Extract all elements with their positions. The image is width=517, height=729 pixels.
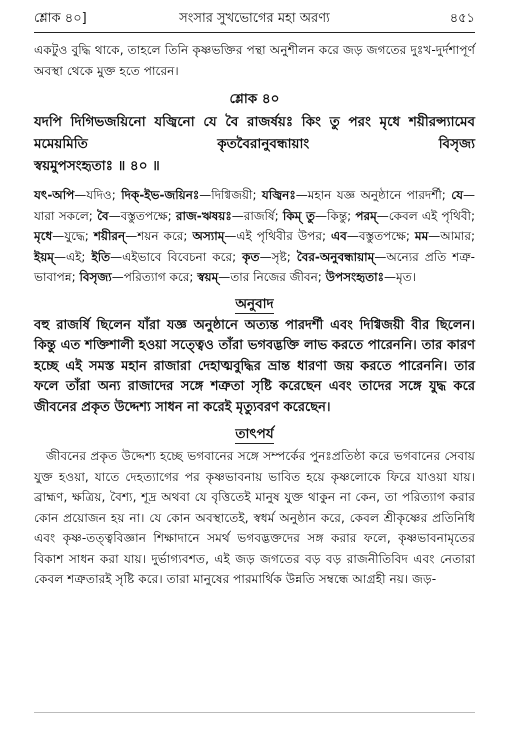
purport-paragraph: জীবনের প্রকৃত উদ্দেশ্য হচ্ছে ভগবানের সঙ্গে সম্পর্কের পুনঃপ্রতিষ্ঠা করে ভগবানের সেবায় যুক্ত হওয়া, যাতে দেহত্যাগের পর কৃষ্ণভাবনায় ভাবিত হয়ে কৃষ্ণলোকে ফিরে যাওয়া যায়। ব্রাহ্মণ, ক্ষত্রিয়, বৈশ্য, শূদ্র অথবা যে বৃত্তিতেই মানুষ যুক্ত থাকুন না কেন, তা পরিত্যাগ করার কোন প্রয়োজন হয় না। যে কোন অবস্থাতেই, স্বধর্ম অনুষ্ঠান করে, কেবল শ্রীকৃষ্ণের প্রতিনিধি এবং কৃষ্ণ-তত্ত্ববিজ্ঞান শিক্ষাদানে সমর্থ ভগবদ্ভক্তদের সঙ্গ করার ফলে, কৃষ্ণভাবনামৃতের বিকাশ সাধন করা যায়। দুর্ভাগ্যবশত, এই জড় জগতের বড় বড় রাজনীতিবিদ এবং নেতারা কেবল শত্রুতারই সৃষ্টি করে। তারা মানুষের পারমার্থিক উন্নতি সম্বন্ধে আগ্রহী নয়। জড়-: [34, 449, 475, 586]
synonym-word: বিসৃজ্য: [79, 270, 112, 284]
verse-line: স্বয়মুপসংহৃতাঃ ॥ ৪০ ॥: [34, 158, 160, 174]
synonym-meaning: পরিত্যাগ করে: [123, 270, 190, 284]
synonym-word: দিক্-ইভ-জয়িনঃ: [121, 188, 200, 202]
verse-line: যদপি দিগিভজয়িনো যজ্বিনো যে বৈ রাজর্ষয়ঃ কিং তু পরং মৃধে: [34, 114, 401, 130]
synonym-word: উপসংহৃতাঃ: [325, 270, 385, 284]
bottom-divider: [34, 712, 475, 713]
synonym-word: স্বয়ম্: [197, 270, 219, 284]
verse-text: [34, 111, 475, 177]
intro-paragraph: একটুও বুদ্ধি থাকে, তাহলে তিনি কৃষ্ণভক্তির পন্থা অনুশীলন করে জড় জগতের দুঃখ-দুর্দশাপূর্ণ অবস্থা থেকে মুক্ত হতে পারেন।: [34, 43, 475, 78]
synonym-meaning: বস্তুতপক্ষে: [120, 208, 168, 223]
page-number: ৪৫১: [449, 11, 475, 26]
synonym-word: ইয়ম্: [34, 249, 54, 264]
synonym-word: যে: [451, 188, 463, 202]
synonym-meaning: আমার: [440, 229, 471, 243]
synonym-word: মৃধে: [34, 229, 53, 243]
synonym-word: বৈর-অনুবন্ধায়াম্: [296, 249, 375, 264]
verse-heading: শ্লোক ৪০: [229, 91, 280, 107]
synonym-meaning: দিগ্বিজয়ী: [211, 188, 253, 202]
synonym-meaning: কিন্তু: [326, 208, 348, 223]
synonym-meaning: মৃত: [396, 270, 412, 284]
synonym-meaning: তার নিজের জীবন: [230, 270, 318, 284]
page-header: [34, 8, 475, 33]
synonym-word: বৈ: [97, 208, 109, 223]
synonym-word: ইতি: [91, 249, 111, 264]
word-meanings: যৎ-অপি—যদিও; দিক্-ইভ-জয়িনঃ—দিগ্বিজয়ী; যজ্বিনঃ—মহান যজ্ঞ অনুষ্ঠানে পারদর্শী; যে—যারা সকলে; বৈ—বস্তুতপক্ষে; রাজ-ঋষয়ঃ—রাজর্ষি; কিম্ তু—কিন্তু; পরম্—কেবল এই পৃথিবী; মৃধে—যুদ্ধে; শয়ীরন্—শয়ন করে; অস্যাম্—এই পৃথিবীর উপর; এব—বস্তুতপক্ষে; মম—আমার; ইয়ম্—এই; ইতি—এইভাবে বিবেচনা করে; কৃত—সৃষ্ট; বৈর-অনুবন্ধায়াম্—অন্যের প্রতি শত্রু-ভাবাপন্ন; বিসৃজ্য—পরিত্যাগ করে; স্বয়ম্—তার নিজের জীবন; উপসংহৃতাঃ—মৃত।: [34, 188, 476, 284]
synonym-meaning: সৃষ্ট: [271, 249, 287, 264]
verse-line: শয়ীরন্স্যামেব মমেয়মিতি কৃতবৈরানুবন্ধায়াং বিসৃজ্য: [34, 114, 476, 152]
synonym-meaning: অন্যের প্রতি শত্রু-ভাবাপন্ন: [34, 249, 476, 284]
page-content: [34, 40, 475, 590]
synonym-meaning: শয়ন করে: [137, 229, 184, 243]
purport-heading: তাৎপর্য: [235, 426, 274, 442]
verse-reference: শ্লোক ৪০]: [34, 11, 87, 26]
synonym-word: কৃত: [242, 249, 260, 264]
synonym-word: যজ্বিনঃ: [261, 188, 296, 202]
synonym-word: মম: [414, 229, 429, 243]
synonym-word: অস্যাম্: [192, 229, 225, 243]
chapter-running-title: সংসার সুখভোগের মহা অরণ্য: [179, 11, 330, 26]
synonym-meaning: বস্তুতপক্ষে: [358, 229, 406, 243]
synonym-word: শয়ীরন্: [93, 229, 126, 243]
synonym-word: যৎ-অপি: [34, 188, 75, 202]
synonym-meaning: এইভাবে বিবেচনা করে: [122, 249, 233, 264]
synonym-meaning: যারা সকলে: [34, 208, 89, 223]
synonym-meaning: রাজর্ষি: [243, 208, 275, 223]
synonym-word: কিম্ তু: [282, 208, 315, 223]
synonym-meaning: এই পৃথিবীর উপর: [236, 229, 322, 243]
synonym-meaning: মহান যজ্ঞ অনুষ্ঠানে পারদর্শী: [307, 188, 442, 202]
synonym-word: রাজ-ঋষয়ঃ: [175, 208, 232, 223]
synonym-meaning: যদিও: [86, 188, 112, 202]
synonym-word: পরম্: [355, 208, 377, 223]
synonym-word: এব: [331, 229, 347, 243]
translation-paragraph: বহু রাজর্ষি ছিলেন যাঁরা যজ্ঞ অনুষ্ঠানে অত্যন্ত পারদর্শী এবং দিগ্বিজয়ী বীর ছিলেন। কিন্তু এত শক্তিশালী হওয়া সত্ত্বেও তাঁরা ভগবদ্ভক্তি লাভ করতে পারেননি। তার কারণ হচ্ছে এই সমস্ত মহান রাজারা দেহাত্মবুদ্ধির ভ্রান্ত ধারণা জয় করতে পারেননি। তার ফলে তাঁরা অন্য রাজাদের সঙ্গে শত্রুতা সৃষ্টি করেছেন এবং তাদের সঙ্গে যুদ্ধ করে জীবনের প্রকৃত উদ্দেশ্য সাধন না করেই মৃত্যুবরণ করেছেন।: [34, 317, 475, 415]
synonym-meaning: কেবল এই পৃথিবী: [388, 208, 471, 223]
translation-heading: অনুবাদ: [235, 295, 274, 312]
synonym-meaning: যুদ্ধে: [64, 229, 85, 243]
synonym-meaning: এই: [65, 249, 82, 264]
